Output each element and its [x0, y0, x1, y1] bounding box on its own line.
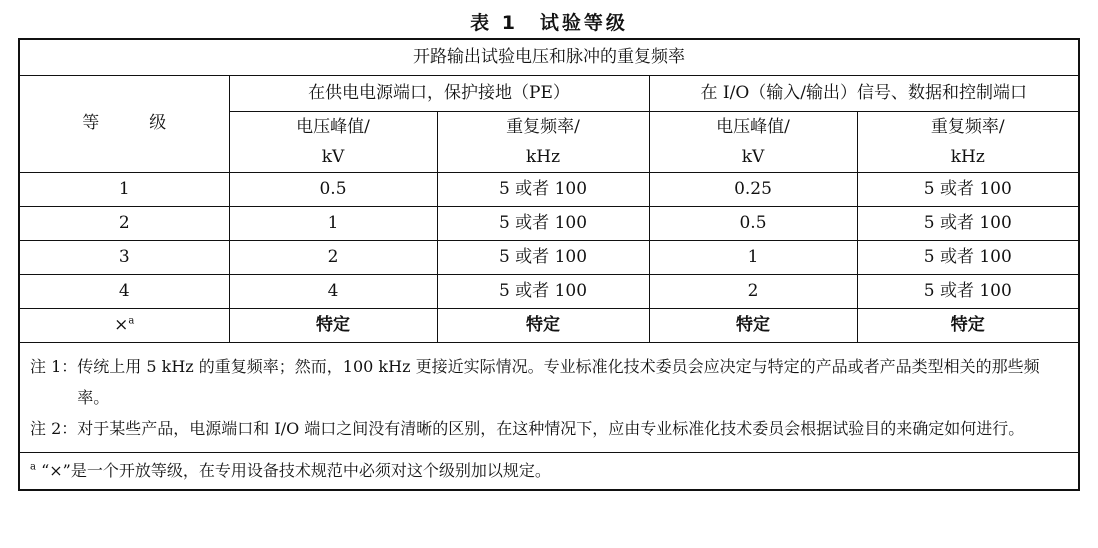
cell-power-voltage: 0.5: [229, 172, 437, 206]
cell-io-voltage: 0.5: [649, 206, 857, 240]
col-header-label: 重复频率/: [930, 116, 1005, 137]
col-header-label: 电压峰值/: [716, 116, 790, 137]
cell-io-frequency: 特定: [857, 308, 1079, 342]
cell-io-frequency: 5 或者 100: [857, 206, 1079, 240]
note-2: [30, 413, 1068, 444]
cell-io-voltage: 2: [649, 274, 857, 308]
col-header-unit: kHz: [525, 146, 561, 167]
note-label: 注 2：: [30, 418, 78, 438]
cell-io-voltage: 特定: [649, 308, 857, 342]
col-header-io-voltage: [649, 111, 857, 172]
level-header: [19, 75, 229, 172]
note-1: [30, 351, 1068, 413]
table-row: [19, 240, 1079, 274]
cell-power-frequency: 5 或者 100: [437, 172, 649, 206]
cell-power-voltage: 特定: [229, 308, 437, 342]
cell-power-frequency: 5 或者 100: [437, 274, 649, 308]
cell-power-frequency: 特定: [437, 308, 649, 342]
col-header-unit: kV: [321, 146, 345, 167]
col-header-label: 电压峰值/: [296, 116, 370, 137]
col-header-label: 重复频率/: [506, 116, 580, 137]
cell-io-frequency: 5 或者 100: [857, 240, 1079, 274]
note-text: 对于某些产品，电源端口和 I/O 端口之间没有清晰的区别，在这种情况下，应由专业标准化技术委员会根据试验目的来确定如何进行。: [77, 418, 1025, 438]
notes-cell: [19, 342, 1079, 452]
footnote-ref-mark: a: [128, 315, 135, 327]
cell-power-voltage: 1: [229, 206, 437, 240]
cell-level: 1: [19, 172, 229, 206]
cell-io-voltage: 0.25: [649, 172, 857, 206]
cell-power-frequency: 5 或者 100: [437, 206, 649, 240]
col-header-unit: kV: [741, 146, 765, 167]
cell-io-voltage: 1: [649, 240, 857, 274]
main-header: 开路输出试验电压和脉冲的重复频率: [19, 39, 1079, 75]
note-text: 传统上用 5 kHz 的重复频率；然而，100 kHz 更接近实际情况。专业标准化技术委员会应决定与特定的产品或者产品类型相关的那些频率。: [77, 356, 1040, 407]
cell-level: 4: [19, 274, 229, 308]
test-level-table: [18, 38, 1080, 491]
level-header-char-2: 级: [149, 113, 167, 134]
table-row: [19, 172, 1079, 206]
col-header-power-voltage: [229, 111, 437, 172]
special-level-mark: ×: [114, 314, 129, 335]
cell-level: 2: [19, 206, 229, 240]
group-header-io: 在 I/O（输入/输出）信号、数据和控制端口: [649, 75, 1079, 111]
table-main-header-row: [19, 39, 1079, 75]
col-header-io-frequency: [857, 111, 1079, 172]
note-label: 注 1：: [30, 356, 78, 376]
table-title: 表 1 试验等级: [470, 12, 628, 34]
cell-io-frequency: 5 或者 100: [857, 274, 1079, 308]
table-notes-row: [19, 342, 1079, 452]
footnote-cell: [19, 452, 1079, 490]
table-row: [19, 274, 1079, 308]
table-footnote-row: [19, 452, 1079, 490]
cell-io-frequency: 5 或者 100: [857, 172, 1079, 206]
table-row: [19, 206, 1079, 240]
footnote-mark: a: [30, 461, 36, 473]
col-header-power-frequency: [437, 111, 649, 172]
footnote-text: “×”是一个开放等级，在专用设备技术规范中必须对这个级别加以规定。: [41, 460, 551, 480]
cell-level: 3: [19, 240, 229, 274]
group-header-power: 在供电电源端口，保护接地（PE）: [229, 75, 649, 111]
table-row-special: [19, 308, 1079, 342]
table-group-header-row: [19, 75, 1079, 111]
col-header-unit: kHz: [950, 146, 985, 167]
cell-power-voltage: 2: [229, 240, 437, 274]
cell-level-special: [19, 308, 229, 342]
cell-power-frequency: 5 或者 100: [437, 240, 649, 274]
cell-power-voltage: 4: [229, 274, 437, 308]
level-header-char-1: 等: [82, 113, 100, 134]
